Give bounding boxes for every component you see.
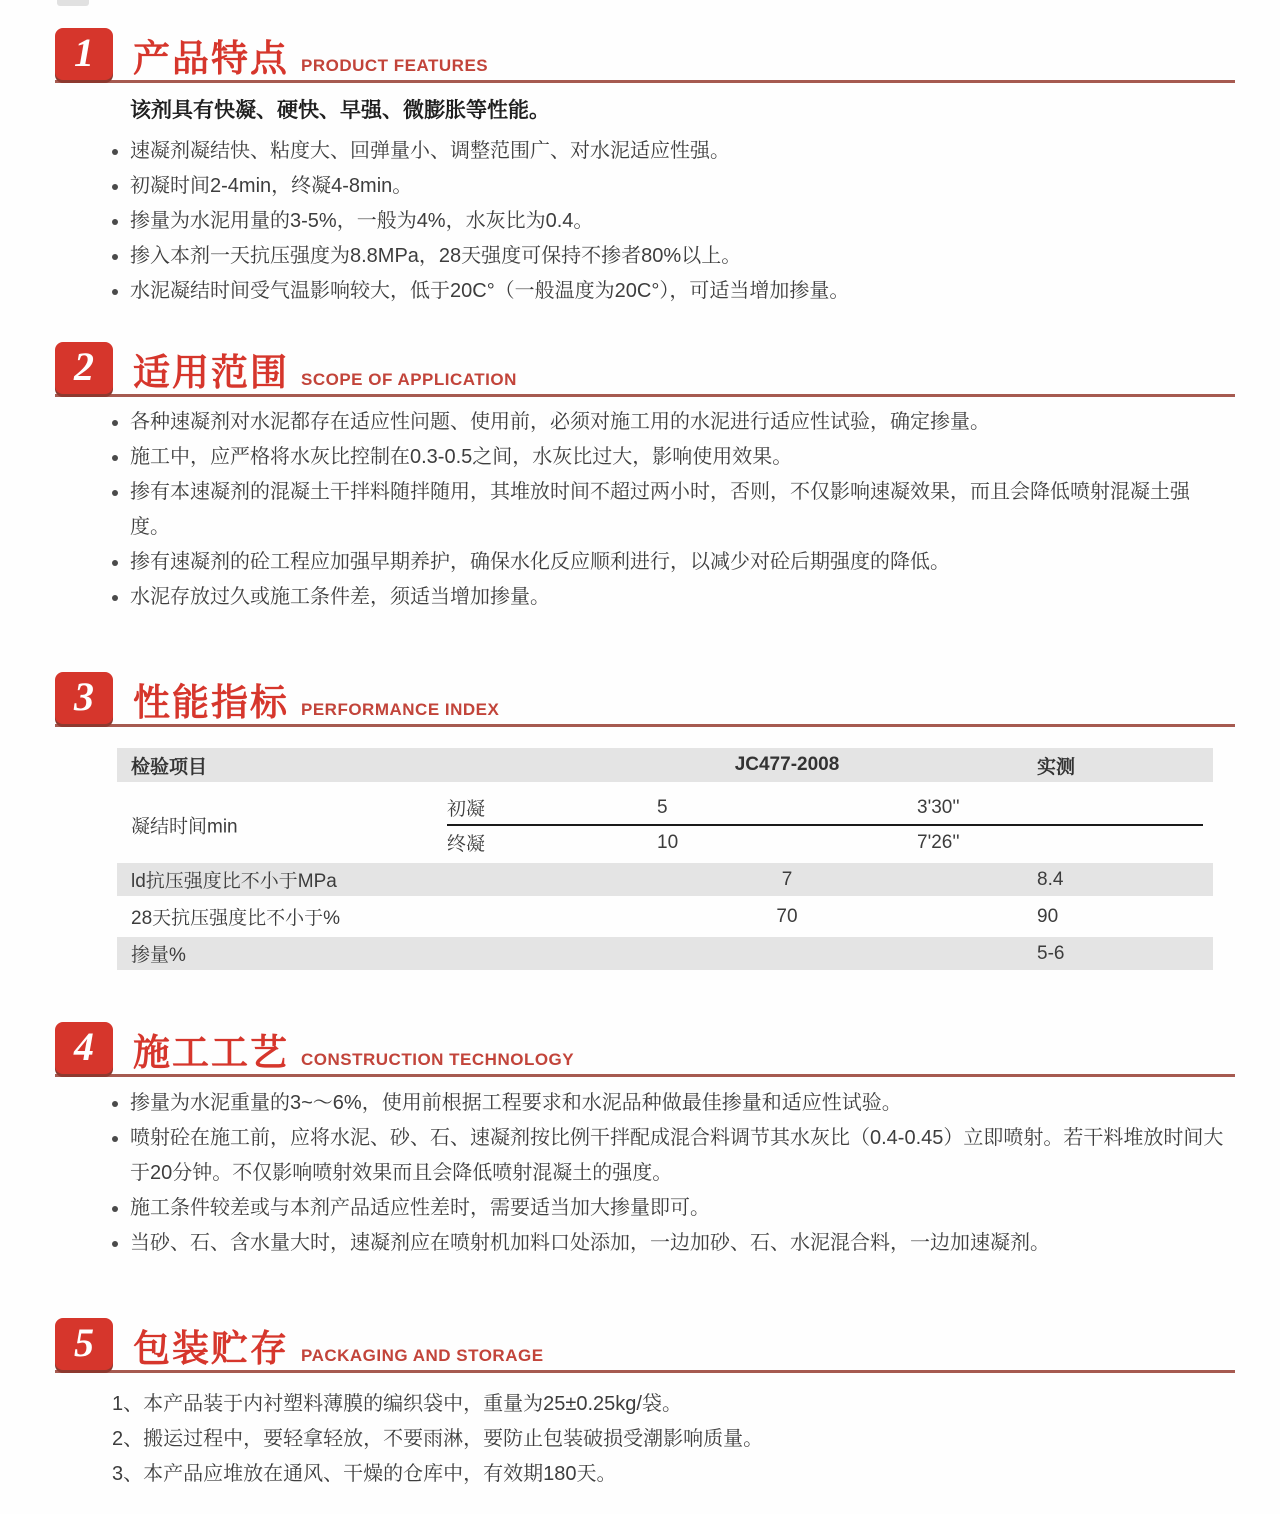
section-content xyxy=(112,96,1225,309)
section-number-badge: 1 xyxy=(55,28,113,80)
list-item-text: 掺有速凝剂的砼工程应加强早期养护，确保水化反应顺利进行，以减少对砼后期强度的降低。 xyxy=(130,551,950,573)
section-header-packaging-and-storage xyxy=(55,1318,1235,1373)
section-number-badge: 4 xyxy=(55,1022,113,1074)
section-title-en: PERFORMANCE INDEX xyxy=(301,700,500,719)
section-title-zh: 适用范围 xyxy=(133,352,289,393)
table-row-setting-time xyxy=(117,790,1213,860)
list-item-text: 初凝时间2-4min，终凝4-8min。 xyxy=(130,175,413,197)
row-measured: 8.4 xyxy=(1037,868,1064,890)
subrow-standard: 5 xyxy=(657,796,668,818)
subrow-measured: 7'26'' xyxy=(917,831,960,853)
numbered-item: 1、本产品装于内衬塑料薄膜的编织袋中，重量为25±0.25kg/袋。 xyxy=(112,1393,682,1415)
numbered-item: 3、本产品应堆放在通风、干燥的仓库中，有效期180天。 xyxy=(112,1463,617,1485)
row-measured: 5-6 xyxy=(1037,942,1065,964)
bullet-dot xyxy=(112,1241,118,1247)
section-content xyxy=(112,405,1225,615)
subrow-standard: 10 xyxy=(657,831,679,853)
table-header-measured: 实测 xyxy=(1037,756,1076,778)
table-row-1d-strength xyxy=(117,863,1213,896)
section-title-en: PRODUCT FEATURES xyxy=(301,56,489,75)
table-subrow-final-set xyxy=(117,825,1213,860)
section-product-features xyxy=(0,28,1280,309)
section-scope-of-application xyxy=(0,342,1280,615)
list-item xyxy=(112,274,1225,309)
table-row-28d-strength xyxy=(117,899,1213,934)
list-item-text: 各种速凝剂对水泥都存在适应性问题、使用前，必须对施工用的水泥进行适应性试验，确定掺量。 xyxy=(130,411,990,433)
section-content xyxy=(112,1086,1225,1261)
bullet-dot xyxy=(112,1101,118,1107)
section-header-scope-of-application xyxy=(55,342,1235,397)
list-item xyxy=(112,440,1225,475)
table-subrow-initial-set xyxy=(117,790,1213,825)
section-title-zh: 包装贮存 xyxy=(133,1328,289,1369)
section-content xyxy=(112,1387,1225,1492)
table-header-row xyxy=(117,748,1213,782)
row-standard: 7 xyxy=(781,868,793,890)
section-header-construction-technology xyxy=(55,1022,1235,1077)
list-item-text: 掺量为水泥重量的3~～6%，使用前根据工程要求和水泥品种做最佳掺量和适应性试验。 xyxy=(130,1092,902,1114)
performance-table xyxy=(117,748,1213,970)
subrow-name: 终凝 xyxy=(447,834,486,855)
section-title-en: SCOPE OF APPLICATION xyxy=(301,370,517,389)
bullet-dot xyxy=(112,254,118,260)
list-item xyxy=(112,545,1225,580)
bullet-dot xyxy=(112,184,118,190)
list-item xyxy=(112,1191,1225,1226)
list-item-text: 喷射砼在施工前，应将水泥、砂、石、速凝剂按比例干拌配成混合料调节其水灰比（0.4-0.45）立即喷射。若干料堆放时间大于20分钟。不仅影响喷射效果而且会降低喷射混凝土的强度。 xyxy=(130,1127,1224,1184)
list-item xyxy=(112,1086,1225,1121)
list-item-text: 掺入本剂一天抗压强度为8.8MPa，28天强度可保持不掺者80%以上。 xyxy=(130,245,742,267)
row-item-label: 掺量% xyxy=(131,945,186,966)
row-item-label: ld抗压强度比不小于MPa xyxy=(131,871,337,892)
section-number-badge: 3 xyxy=(55,672,113,724)
bullet-dot xyxy=(112,455,118,461)
list-item xyxy=(112,134,1225,169)
bullet-dot xyxy=(112,1136,118,1142)
bullet-dot xyxy=(112,490,118,496)
section-construction-technology xyxy=(0,1022,1280,1261)
list-item xyxy=(112,204,1225,239)
list-item-text: 速凝剂凝结快、粘度大、回弹量小、调整范围广、对水泥适应性强。 xyxy=(130,140,730,162)
list-item xyxy=(112,405,1225,440)
bullet-dot xyxy=(112,289,118,295)
section-number-badge: 5 xyxy=(55,1318,113,1370)
section-header-product-features xyxy=(55,28,1235,83)
list-item-text: 水泥凝结时间受气温影响较大，低于20C°（一般温度为20C°），可适当增加掺量。 xyxy=(130,280,850,302)
bullet-dot xyxy=(112,595,118,601)
section-title-en: PACKAGING AND STORAGE xyxy=(301,1346,544,1365)
bullet-dot xyxy=(112,560,118,566)
row-item-label: 凝结时间min xyxy=(131,816,238,838)
list-item xyxy=(112,475,1225,545)
bullet-dot xyxy=(112,420,118,426)
row-standard: 70 xyxy=(776,905,798,927)
row-measured: 90 xyxy=(1037,905,1059,927)
list-item xyxy=(112,1226,1225,1261)
section-title-zh: 产品特点 xyxy=(133,38,289,79)
list-item xyxy=(112,239,1225,274)
subrow-measured: 3'30'' xyxy=(917,796,960,818)
scan-artifact xyxy=(57,0,89,6)
table-header-item: 检验项目 xyxy=(131,756,208,778)
bullet-dot xyxy=(112,1206,118,1212)
table-row-dosage xyxy=(117,937,1213,970)
subrow-divider-line xyxy=(447,824,1203,826)
subrow-name: 初凝 xyxy=(447,799,486,820)
numbered-item: 2、搬运过程中，要轻拿轻放，不要雨淋，要防止包装破损受潮影响质量。 xyxy=(112,1428,764,1450)
list-item xyxy=(112,169,1225,204)
list-item-text: 掺有本速凝剂的混凝土干拌料随拌随用，其堆放时间不超过两小时，否则，不仅影响速凝效果，而且会降低喷射混凝土强度。 xyxy=(130,481,1190,538)
bullet-dot xyxy=(112,219,118,225)
bullet-dot xyxy=(112,149,118,155)
section-header-performance-index xyxy=(55,672,1235,727)
table-header-standard: JC477-2008 xyxy=(734,754,840,775)
section-packaging-and-storage xyxy=(0,1318,1280,1492)
list-item-text: 掺量为水泥用量的3-5%，一般为4%，水灰比为0.4。 xyxy=(130,210,594,232)
row-item-label: 28天抗压强度比不小于% xyxy=(131,908,341,929)
section-number-badge: 2 xyxy=(55,342,113,394)
list-item-text: 水泥存放过久或施工条件差，须适当增加掺量。 xyxy=(130,586,550,608)
list-item xyxy=(112,1121,1225,1191)
section-title-zh: 施工工艺 xyxy=(133,1032,289,1073)
list-item xyxy=(112,580,1225,615)
list-item-text: 当砂、石、含水量大时，速凝剂应在喷射机加料口处添加，一边加砂、石、水泥混合料，一边加速凝剂。 xyxy=(130,1232,1050,1254)
intro-line: 该剂具有快凝、硬快、早强、微膨胀等性能。 xyxy=(130,99,550,122)
list-item-text: 施工条件较差或与本剂产品适应性差时，需要适当加大掺量即可。 xyxy=(130,1197,710,1219)
list-item-text: 施工中，应严格将水灰比控制在0.3-0.5之间，水灰比过大，影响使用效果。 xyxy=(130,446,793,468)
section-performance-index xyxy=(0,672,1280,970)
section-title-en: CONSTRUCTION TECHNOLOGY xyxy=(301,1050,575,1069)
section-title-zh: 性能指标 xyxy=(133,682,289,723)
